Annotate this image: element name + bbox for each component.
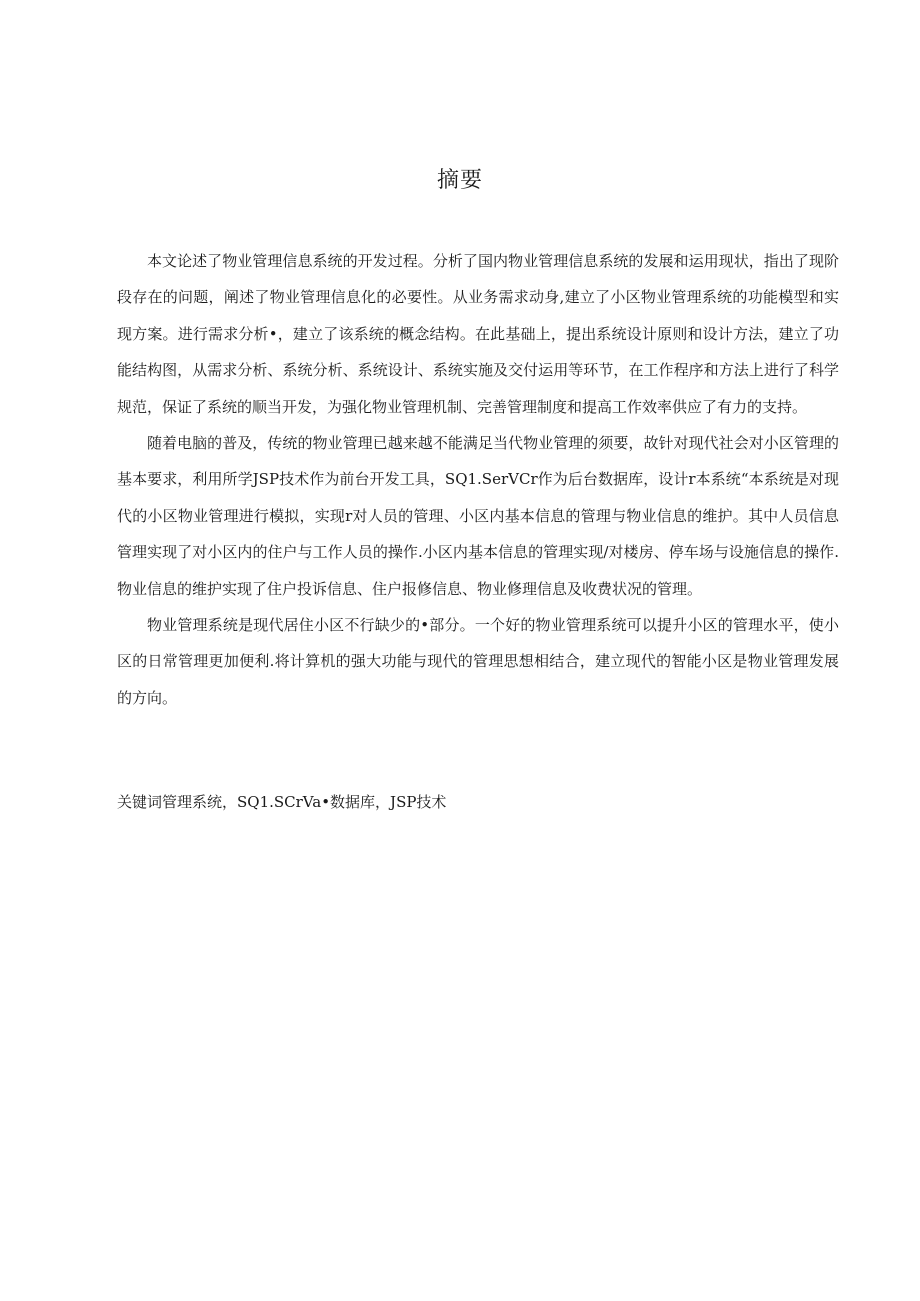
abstract-paragraph-2: 随着电脑的普及，传统的物业管理已越来越不能满足当代物业管理的须要，故针对现代社会对小区管理的基本要求，利用所学JSP技术作为前台开发工具，SQ1.SerVCr作为后台数据库，设计r本系统“本系统是对现代的小区物业管理进行模拟，实现r对人员的管理、小区内基本信息的管理与物业信息的维护。其中人员信息管理实现了对小区内的住户与工作人员的操作.小区内基本信息的管理实现/对楼房、停车场与设施信息的操作.物业信息的维护实现了住户投诉信息、住户报修信息、物业修理信息及收费状况的管理。: [117, 434, 839, 598]
keywords-line: 关键词管理系统，SQ1.SCrVa•数据库，JSP技术: [117, 793, 447, 811]
abstract-paragraph-1: 本文论述了物业管理信息系统的开发过程。分析了国内物业管理信息系统的发展和运用现状，指出了现阶段存在的问题，阐述了物业管理信息化的必要性。从业务需求动身,建立了小区物业管理系统的功能模型和实现方案。进行需求分析•，建立了该系统的概念结构。在此基础上，提出系统设计原则和设计方法，建立了功能结构图，从需求分析、系统分析、系统设计、系统实施及交付运用等环节，在工作程序和方法上进行了科学规范，保证了系统的顺当开发，为强化物业管理机制、完善管理制度和提高工作效率供应了有力的支持。: [117, 252, 839, 416]
abstract-paragraph-3: 物业管理系统是现代居住小区不行缺少的•部分。一个好的物业管理系统可以提升小区的管理水平，使小区的日常管理更加便利.将计算机的强大功能与现代的管理思想相结合，建立现代的智能小区是物业管理发展的方向。: [117, 616, 839, 707]
abstract-body: [117, 243, 839, 716]
page-title: 摘要: [436, 168, 483, 193]
